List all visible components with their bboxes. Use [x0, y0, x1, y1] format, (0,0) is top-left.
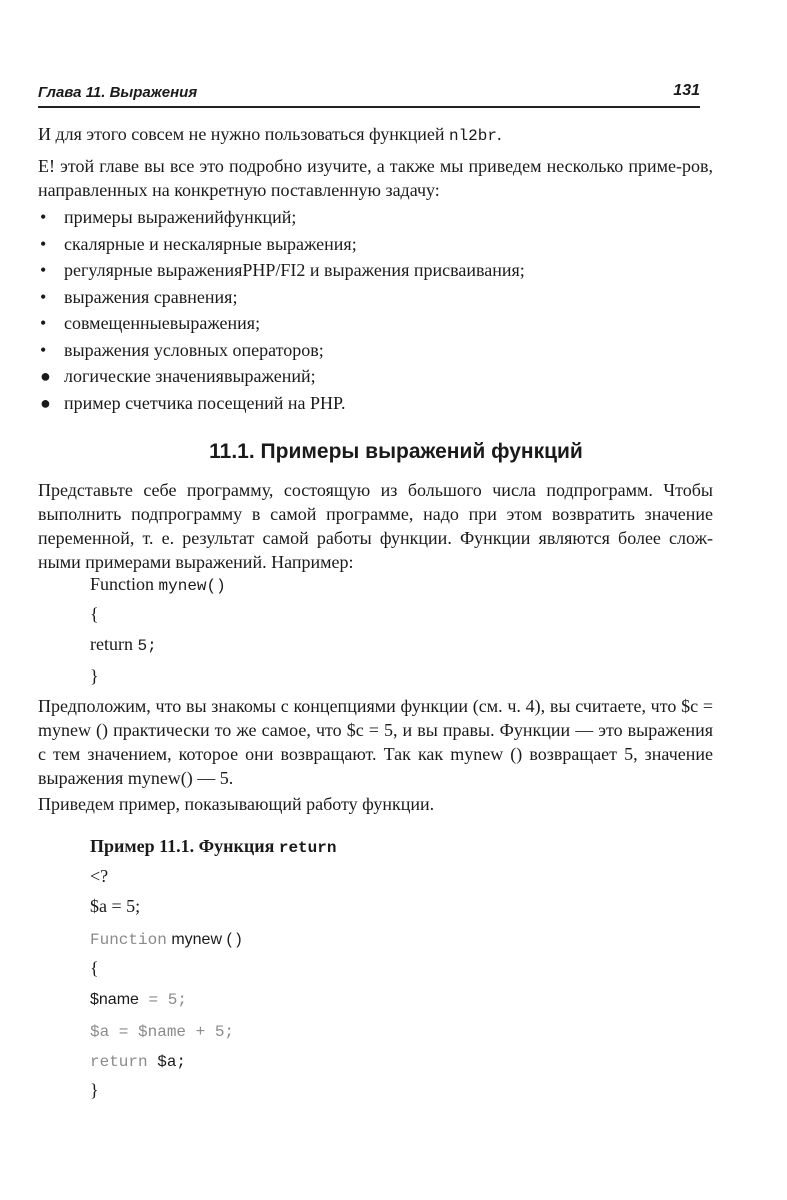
code-value: 5;	[137, 637, 157, 655]
section-heading: 11.1. Примеры выражений функций	[209, 440, 583, 463]
intro-paragraph: E! этой главе вы все это подробно изучите, а также мы приведем несколько приме-ров, направленных на конкретную поставленную задачу:	[38, 156, 713, 200]
list-item	[38, 390, 698, 417]
example-caption-text: Пример 11.1. Функция	[90, 836, 279, 856]
bullet-icon: •	[40, 233, 47, 254]
intro-line-text: И для этого совсем не нужно пользоваться функцией	[38, 124, 449, 144]
code-line	[90, 988, 187, 1009]
code-keyword: Function	[90, 931, 167, 949]
code-assignment: = 5;	[138, 991, 187, 1009]
list-item	[38, 310, 698, 337]
bullet-icon: •	[40, 339, 47, 360]
code-line	[90, 1020, 234, 1041]
section-paragraph-1: Представьте себе программу, состоящую из большого числа подпрограмм. Чтобы выполнить подпрограмму в самой программе, надо при этом возвратить значение переменной, т. е. результат самой работы функции. Функции являются более слож-ными примерами выражений. Например:	[38, 480, 713, 572]
code-line: {	[90, 958, 99, 978]
bullet-icon: •	[40, 313, 47, 333]
intro-line-code: nl2br	[448, 127, 497, 145]
topics-list	[38, 204, 698, 416]
code-variable: $a;	[147, 1053, 187, 1071]
header-rule	[38, 106, 700, 108]
list-item-text: логические значениявыражений;	[64, 366, 316, 386]
code-line	[90, 634, 157, 655]
list-item	[38, 284, 698, 311]
list-item	[38, 204, 698, 231]
list-item	[38, 337, 698, 364]
code-line: <?	[90, 866, 109, 886]
bullet-icon: •	[40, 260, 47, 280]
bullet-icon: •	[40, 207, 47, 227]
list-item	[38, 257, 698, 284]
bullet-icon: ●	[40, 392, 51, 413]
code-statement: $a = $name + 5;	[90, 1023, 235, 1041]
page-number: 131	[673, 82, 700, 99]
example-caption-code: return	[278, 839, 337, 857]
code-keyword: Function	[90, 574, 155, 594]
list-item-text: скалярные и нескалярные выражения;	[64, 233, 357, 254]
list-item-text: выражения условных операторов;	[64, 339, 324, 360]
bullet-icon: ●	[40, 366, 51, 386]
code-function-name: mynew ( )	[171, 931, 242, 948]
code-keyword: return	[90, 1053, 148, 1071]
code-line: }	[90, 666, 99, 686]
intro-line-end: .	[496, 124, 502, 144]
list-item	[38, 231, 698, 258]
bullet-icon: •	[40, 286, 47, 307]
code-line	[90, 1050, 186, 1071]
code-keyword: return	[90, 634, 133, 654]
code-function-name: mynew()	[158, 577, 226, 595]
code-variable: $name	[90, 991, 139, 1008]
list-item-text: совмещенныевыражения;	[64, 313, 261, 333]
code-line	[90, 928, 242, 949]
list-item-text: выражения сравнения;	[64, 286, 238, 307]
list-item-text: пример счетчика посещений на PHP.	[64, 392, 346, 413]
code-line	[90, 574, 226, 595]
section-paragraph-2: Предположим, что вы знакомы с концепциями функции (см. ч. 4), вы считаете, что $c = mynew () практически то же самое, что $c = 5, и вы правы. Функции — это выражения с тем значением, которое они возвращают. Так как mynew () возвращает 5, значение выражения mynew() — 5.	[38, 696, 713, 788]
code-line: {	[90, 604, 99, 624]
section-paragraph-3: Приведем пример, показывающий работу функции.	[38, 794, 435, 814]
list-item	[38, 363, 698, 390]
code-line: $a = 5;	[90, 896, 141, 916]
code-line: }	[90, 1080, 99, 1100]
list-item-text: регулярные выраженияPHP/FI2 и выражения присваивания;	[64, 260, 525, 280]
intro-line	[38, 122, 713, 148]
example-caption	[90, 836, 336, 857]
chapter-title: Глава 11. Выражения	[38, 84, 198, 101]
running-header	[38, 82, 700, 106]
list-item-text: примеры выраженийфункций;	[64, 207, 297, 227]
